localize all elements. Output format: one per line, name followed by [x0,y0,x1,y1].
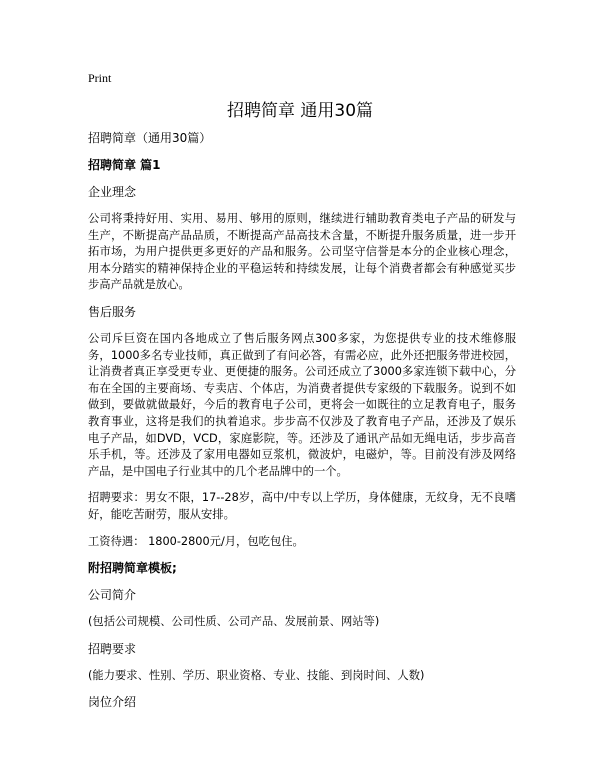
document-subtitle: 招聘简章（通用30篇） [88,131,212,145]
document-content [88,130,516,721]
template-heading: 附招聘简章模板; [88,561,177,576]
after-sales-heading: 售后服务 [88,304,137,319]
company-intro-heading: 公司简介 [88,588,137,603]
company-intro-paragraph: (包括公司规模、公司性质、公司产品、发展前景、网站等) [88,615,380,629]
recruit-requirements-paragraph: (能力要求、性别、学历、职业资格、专业、技能、到岗时间、人数) [88,668,425,682]
salary-paragraph: 工资待遇： 1800-2800元/月，包吃包住。 [88,534,304,548]
print-label: Print [88,71,112,85]
enterprise-idea-heading: 企业理念 [88,185,137,199]
after-sales-paragraph: 公司斥巨资在国内各地成立了售后服务网点300多家，为您提供专业的技术维修服务，1000多名专业技师，真正做到了有问必答，有需必应，此外还把服务带进校园，让消费者真正享受更专业、更便捷的服务。公司还成立了3000多家连锁下载中心，分布在全国的主要商场、专卖店、个体店，为消费者提供专家级的下载服务。说到不如做到，要做就做最好，今后的教育电子公司，更将会一如既往的立足教育电子，服务教育事业，这将是我们的执着追求。步步高不仅涉及了教育电子产品，还涉及了娱乐电子产品，如DVD，VCD，家庭影院，等。还涉及了通讯产品如无绳电话，步步高音乐手机，等。还涉及了家用电器如豆浆机，微波炉，电磁炉，等。目前没有涉及网络产品，是中国电子行业其中的几个老品牌中的一个。 [88,331,516,478]
position-intro-heading: 岗位介绍 [88,695,137,710]
recruitment-requirements-paragraph: 招聘要求：男女不限，17--28岁，高中/中专以上学历，身体健康，无纹身，无不良嗜好，能吃苦耐劳，服从安排。 [88,491,516,521]
section-heading-1: 招聘简章 篇1 [88,158,161,172]
recruit-requirements-heading: 招聘要求 [88,641,137,656]
page-title: 招聘简章 通用30篇 [226,101,374,121]
enterprise-idea-paragraph: 公司将秉持好用、实用、易用、够用的原则，继续进行辅助教育类电子产品的研发与生产，不断提高产品品质，不断提高产品高技术含量，不断提升服务质量，进一步开拓市场，为用户提供更多更好的产品和服务。公司坚守信誉是本分的企业核心理念，用本分踏实的精神保持企业的平稳运转和持续发展，让每个消费者都会有种感觉买步步高产品就是放心。 [88,212,516,292]
